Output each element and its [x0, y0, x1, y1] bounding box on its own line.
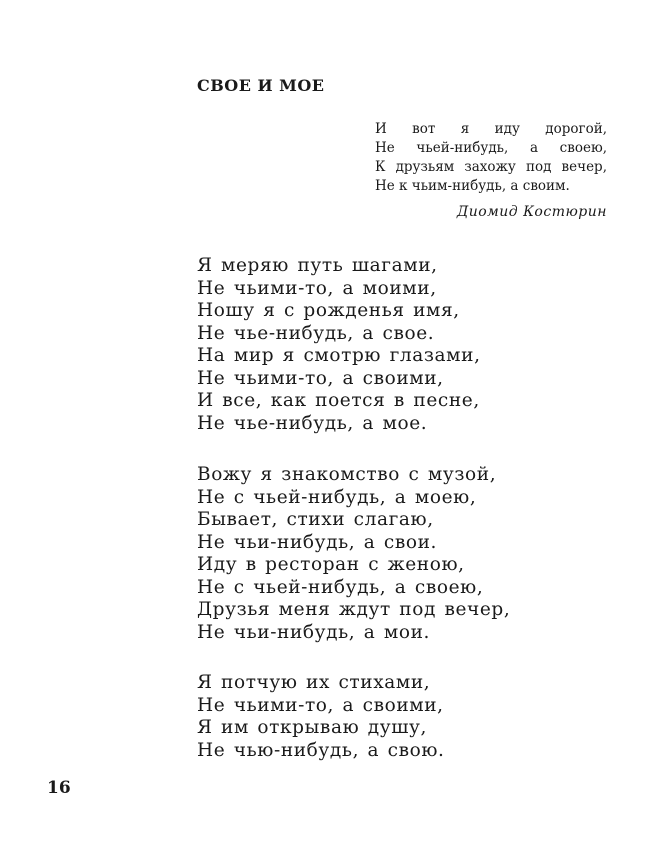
verse-line: Не чье-нибудь, а мое. [197, 412, 428, 434]
verse-line: Не с чьей-нибудь, а моею, [197, 486, 477, 508]
epigraph-line: Не к чьим-нибудь, а своим. [375, 178, 570, 194]
verse-line: Бывает, стихи слагаю, [197, 509, 434, 530]
epigraph-line: И вот я иду дорогой, [375, 121, 607, 137]
stanza [197, 464, 510, 644]
verse-line: Друзья меня ждут под вечер, [197, 599, 511, 620]
verse-line: И все, как поется в песне, [197, 390, 480, 411]
epigraph [375, 120, 607, 196]
verse-line: Не чью-нибудь, а свою. [197, 739, 445, 761]
verse-line: Не чье-нибудь, а свое. [197, 322, 435, 344]
verse-line: Вожу я знакомство с музой, [197, 464, 497, 485]
stanza [197, 672, 445, 762]
verse-line: Ношу я с рожденья имя, [197, 300, 460, 321]
epigraph-line: К друзьям захожу под вечер, [375, 159, 607, 175]
verse-line: Не чьи-нибудь, а мои. [197, 621, 431, 643]
stanza [197, 255, 481, 435]
verse-line: Я им открываю душу, [197, 717, 427, 738]
poem-title: СВОЕ И МОЕ [197, 76, 325, 95]
verse-line: Не с чьей-нибудь, а своею, [197, 576, 484, 598]
verse-line: Не чьими-то, а своими, [197, 367, 444, 389]
verse-line: Я потчую их стихами, [197, 672, 431, 693]
verse-line: Не чьими-то, а моими, [197, 277, 437, 299]
page-number: 16 [47, 778, 71, 798]
verse-line: Не чьими-то, а своими, [197, 694, 444, 716]
epigraph-author: Диомид Костюрин [456, 204, 607, 220]
verse-line: Я меряю путь шагами, [197, 255, 438, 276]
verse-line: Не чьи-нибудь, а свои. [197, 531, 437, 553]
epigraph-line: Не чьей-нибудь, а своею, [375, 140, 607, 156]
verse-line: На мир я смотрю глазами, [197, 345, 481, 366]
verse-line: Иду в ресторан с женою, [197, 554, 465, 575]
